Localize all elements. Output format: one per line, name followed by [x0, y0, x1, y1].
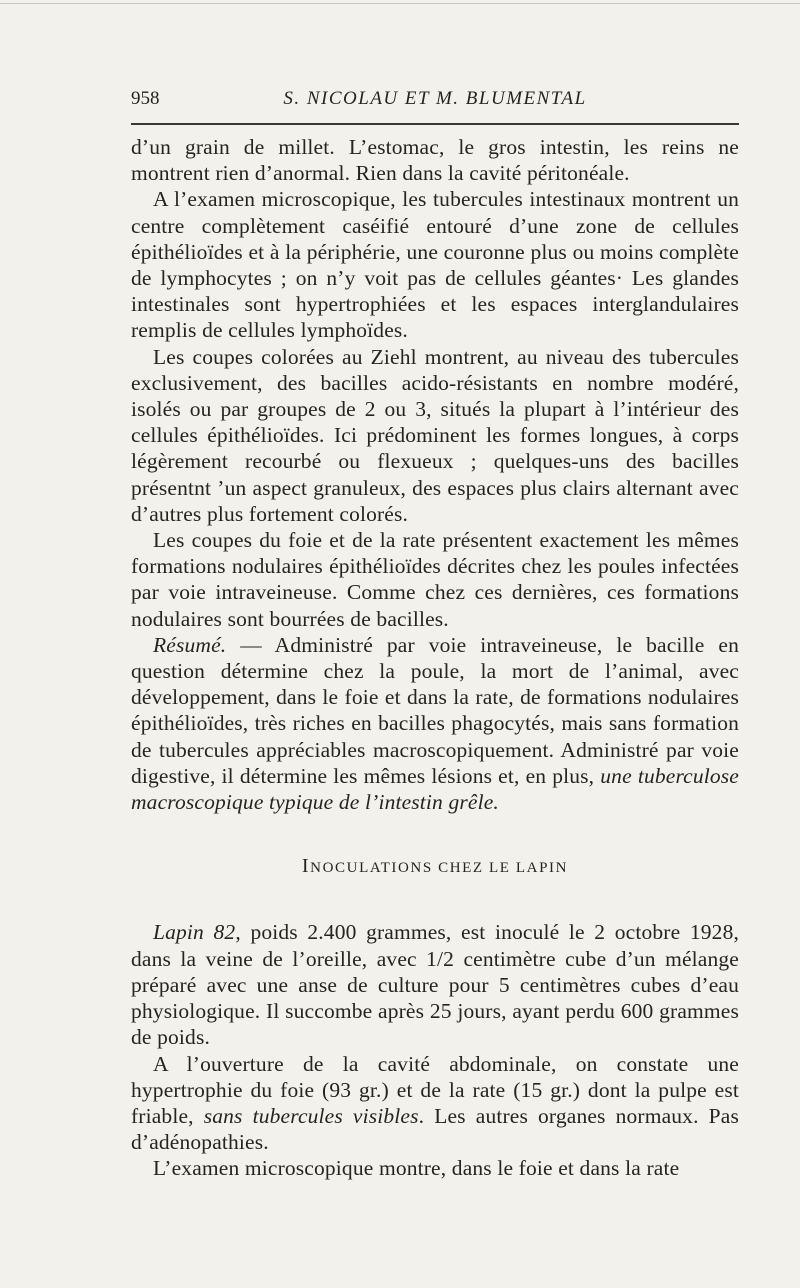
resume-label: Résumé.	[153, 632, 227, 657]
paragraph: Les coupes colorées au Ziehl montrent, au niveau des tubercules exclusivement, des bacilles acido-résistants en nombre modéré, isolés ou par groupes de 2 ou 3, situés la plupart à l’intérieur des cellules épithélioïdes. Ici prédominent les formes longues, à corps légèrement recourbé ou flexueux ; quelques-uns des bacilles présentnt ’un aspect granuleux, des espaces plus clairs alternant avec d’autres plus fortement colorés.	[131, 344, 739, 526]
running-title: S. NICOLAU ET M. BLUMENTAL	[283, 88, 587, 109]
resume-italic: une tuberculose macroscopique typique de l’intestin grêle.	[131, 763, 739, 815]
body-text	[131, 134, 739, 1182]
scan-top-edge	[0, 3, 800, 4]
paragraph: A l’examen microscopique, les tubercules intestinaux montrent un centre complètement caséifié entouré d’une zone de cellules épithélioïdes et à la périphérie, une couronne plus ou moins complète de lymphocytes ; on n’y voit pas de cellules géantes· Les glandes intestinales sont hypertrophiées et les espaces interglandulaires remplis de cellules lymphoïdes.	[131, 187, 739, 343]
section-title-rest: NOCULATIONS CHEZ LE LAPIN	[310, 860, 569, 877]
page-header	[131, 88, 739, 114]
lapin-paragraph	[131, 919, 739, 1050]
header-rule	[131, 123, 739, 125]
paragraph: Les coupes du foie et de la rate présentent exactement les mêmes formations nodulaires épithélioïdes décrites chez les poules infectées par voie intraveineuse. Comme chez ces dernières, ces formations nodulaires sont bourrées de bacilles.	[131, 528, 739, 631]
section-title-initial: I	[301, 855, 311, 878]
lapin-section	[131, 919, 739, 1181]
page-number: 958	[131, 88, 160, 109]
ouverture-italic: sans tubercules visibles	[203, 1103, 419, 1128]
section-title	[131, 853, 739, 881]
last-paragraph: L’examen microscopique montre, dans le foie et dans la rate	[153, 1156, 680, 1181]
ouverture-text-1: A l’ouverture de la cavité abdominale, on constate une hypertrophie du foie (93 gr.) et de la rate (15 gr.) dont la pulpe est friable,	[131, 1051, 739, 1128]
ouverture-text-2: . Les autres organes normaux. Pas d’adénopathies.	[131, 1103, 739, 1155]
lapin-label: Lapin 82	[153, 920, 236, 945]
lapin-text: , poids 2.400 grammes, est inoculé le 2 octobre 1928, dans la veine de l’oreille, avec 1/2 centimètre cube d’un mélange préparé avec une anse de culture pour 5 centimètres cubes d’eau physiologique. Il succombe après 25 jours, ayant perdu 600 grammes de poids.	[131, 920, 740, 1050]
paragraph: d’un grain de millet. L’estomac, le gros intestin, les reins ne montrent rien d’anormal. Rien dans la cavité péritonéale.	[131, 135, 739, 186]
resume-paragraph	[131, 632, 739, 815]
ouverture-paragraph	[131, 1051, 739, 1156]
resume-text: — Administré par voie intraveineuse, le bacille en question détermine chez la poule, la mort de l’animal, avec développement, dans le foie et dans la rate, de formations nodulaires épithélioïdes, très riches en bacilles phagocytés, mais sans formation de tubercules appréciables macroscopiquement. Administré par voie digestive, il détermine les mêmes lésions et, en plus,	[131, 632, 739, 788]
